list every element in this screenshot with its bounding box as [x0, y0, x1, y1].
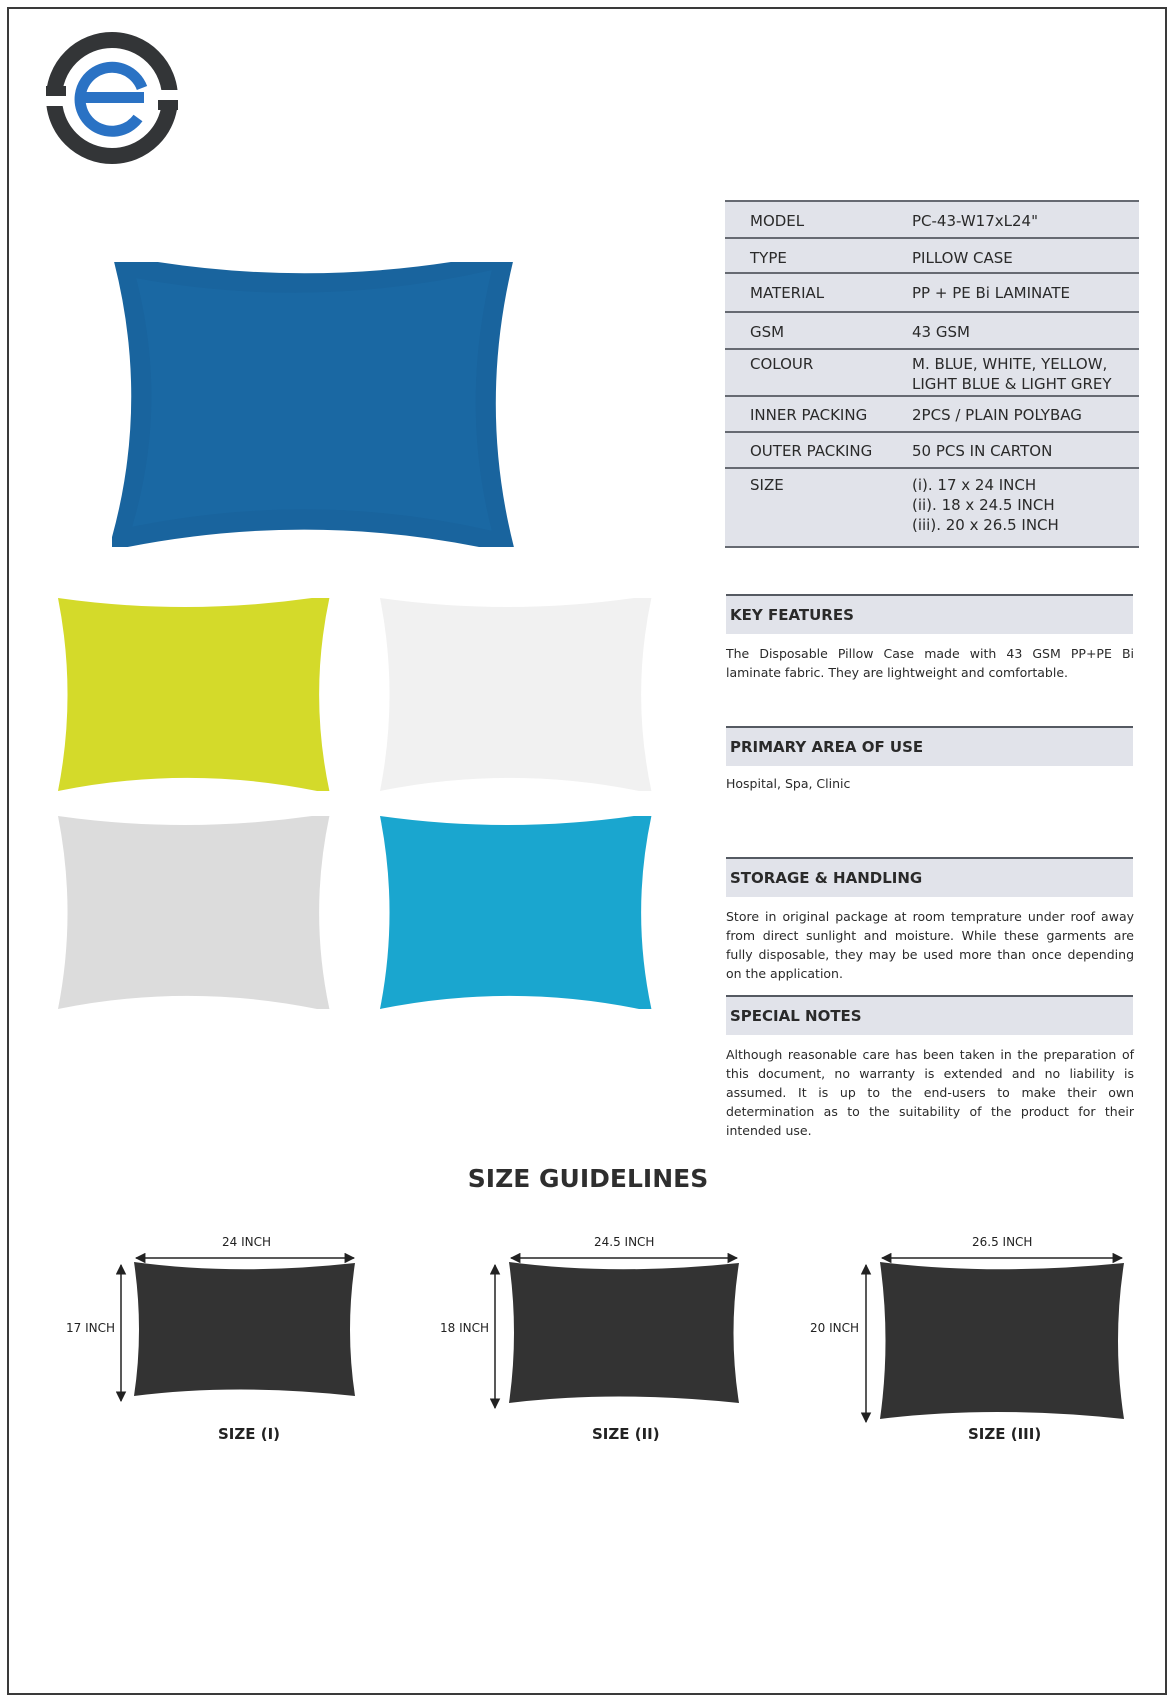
size-2-label: SIZE (II)	[592, 1425, 660, 1443]
storage-text: Store in original package at room temprature under roof away from direct sunlight and moisture. While these garments are fully disposable, they may be used more than once depending on the application.	[726, 909, 1134, 981]
spec-row	[725, 201, 1139, 238]
pillow-image-white	[380, 598, 652, 791]
key-features-heading: KEY FEATURES	[726, 594, 1133, 634]
size-1-label: SIZE (I)	[218, 1425, 281, 1443]
spec-value: 50 PCS IN CARTON	[912, 441, 1053, 460]
spec-table	[725, 200, 1139, 548]
pillow-image-medium-blue	[112, 262, 516, 547]
spec-value: 43 GSM	[912, 323, 970, 341]
spec-value: 2PCS / PLAIN POLYBAG	[912, 405, 1082, 424]
primary-use-text: Hospital, Spa, Clinic	[726, 776, 851, 791]
spec-row	[725, 312, 1139, 349]
spec-key: SIZE	[750, 475, 784, 494]
spec-value: PILLOW CASE	[912, 249, 1013, 267]
spec-key: GSM	[750, 323, 785, 341]
key-features-text: The Disposable Pillow Case made with 43 GSM PP+PE Bi laminate fabric. They are lightweight and comfortable.	[726, 646, 1134, 680]
spec-key: INNER PACKING	[750, 405, 868, 424]
spec-value: (i). 17 x 24 INCH (ii). 18 x 24.5 INCH (iii). 20 x 26.5 INCH	[912, 475, 1059, 534]
primary-use-heading: PRIMARY AREA OF USE	[726, 726, 1133, 766]
pillow-image-yellow	[58, 598, 330, 791]
spec-row	[725, 238, 1139, 273]
size-2-width-label: 24.5 INCH	[594, 1235, 655, 1249]
storage-heading: STORAGE & HANDLING	[726, 857, 1133, 897]
size-3-label: SIZE (III)	[968, 1425, 1042, 1443]
size-1-width-label: 24 INCH	[222, 1235, 272, 1249]
spec-key: MATERIAL	[750, 284, 825, 302]
special-notes-heading: SPECIAL NOTES	[726, 995, 1133, 1035]
spec-row	[725, 396, 1139, 432]
spec-value: PP + PE Bi LAMINATE	[912, 284, 1070, 302]
spec-value: M. BLUE, WHITE, YELLOW, LIGHT BLUE & LIGHT GREY	[912, 355, 1112, 394]
spec-key: MODEL	[750, 212, 805, 230]
size-guidelines-title: SIZE GUIDELINES	[467, 1164, 709, 1193]
special-notes-text: Although reasonable care has been taken in the preparation of this document, no warranty is extended and no liability is assumed. It is up to the end-users to make their own determination as to the suitability of the product for their intended use.	[726, 1047, 1134, 1138]
size-3-width-label: 26.5 INCH	[972, 1235, 1033, 1249]
brand-logo	[44, 30, 180, 166]
pillow-image-light-grey	[58, 816, 330, 1009]
spec-key: OUTER PACKING	[750, 441, 873, 460]
spec-value: PC-43-W17xL24"	[912, 212, 1038, 230]
size-2-height-label: 18 INCH	[440, 1321, 490, 1335]
spec-key: COLOUR	[750, 355, 814, 373]
spec-row	[725, 432, 1139, 468]
pillow-image-light-blue	[380, 816, 652, 1009]
spec-key: TYPE	[750, 249, 787, 267]
spec-row	[725, 468, 1139, 547]
size-3-height-label: 20 INCH	[810, 1321, 860, 1335]
size-1-height-label: 17 INCH	[66, 1321, 116, 1335]
spec-row	[725, 273, 1139, 312]
spec-row	[725, 349, 1139, 396]
